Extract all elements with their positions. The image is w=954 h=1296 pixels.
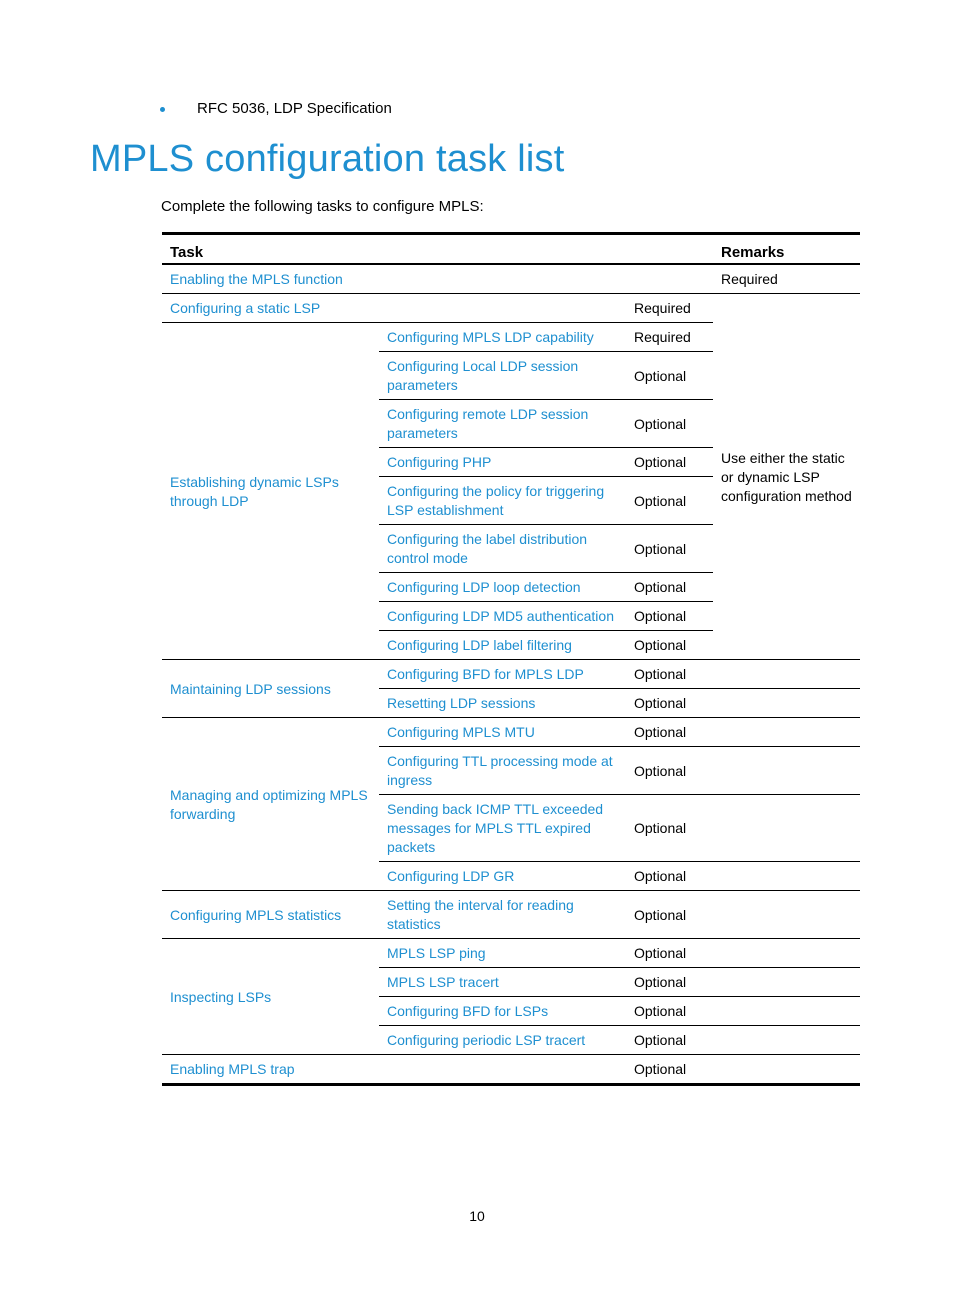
subtask-link[interactable]: Configuring the label distribution control mode (379, 525, 626, 573)
remark: Optional (626, 718, 860, 747)
task-link[interactable]: Enabling MPLS trap (162, 1055, 626, 1085)
remark: Optional (626, 525, 713, 573)
subtask-link[interactable]: Configuring LDP MD5 authentication (379, 602, 626, 631)
remark: Optional (626, 1055, 860, 1085)
remark: Optional (626, 352, 713, 400)
subtask-link[interactable]: Configuring LDP loop detection (379, 573, 626, 602)
section-heading: MPLS configuration task list (90, 138, 565, 180)
page-number: 10 (469, 1208, 485, 1224)
remark-note: Use either the static or dynamic LSP configuration method (713, 294, 860, 660)
remark: Optional (626, 968, 860, 997)
bullet-dot-icon (160, 107, 165, 112)
table-row (162, 891, 860, 939)
header-remarks: Remarks (721, 244, 785, 261)
task-table (162, 232, 860, 1086)
subtask-link[interactable]: Resetting LDP sessions (379, 689, 626, 718)
task-link[interactable]: Inspecting LSPs (162, 939, 379, 1055)
subtask-link[interactable]: Configuring BFD for MPLS LDP (379, 660, 626, 689)
remark: Optional (626, 660, 860, 689)
subtask-link[interactable]: Sending back ICMP TTL exceeded messages for MPLS TTL expired packets (379, 795, 626, 862)
table-row (162, 660, 860, 689)
task-link[interactable]: Maintaining LDP sessions (162, 660, 379, 718)
subtask-link[interactable]: Configuring Local LDP session parameters (379, 352, 626, 400)
table-row (162, 1055, 860, 1085)
remark: Optional (626, 400, 713, 448)
remark: Required (713, 264, 860, 294)
task-link[interactable]: Configuring a static LSP (162, 294, 626, 323)
remark: Required (626, 294, 713, 323)
subtask-link[interactable]: Configuring the policy for triggering LSP establishment (379, 477, 626, 525)
table-row (162, 718, 860, 747)
task-link[interactable]: Configuring MPLS statistics (162, 891, 379, 939)
reference-text: RFC 5036, LDP Specification (197, 100, 392, 117)
task-link[interactable]: Managing and optimizing MPLS forwarding (162, 718, 379, 891)
remark: Optional (626, 631, 713, 660)
remark: Optional (626, 997, 860, 1026)
header-task: Task (170, 244, 204, 261)
table-row (162, 939, 860, 968)
subtask-link[interactable]: Configuring remote LDP session parameters (379, 400, 626, 448)
table-row (162, 264, 860, 294)
remark: Optional (626, 747, 860, 795)
subtask-link[interactable]: Configuring LDP GR (379, 862, 626, 891)
subtask-link[interactable]: Configuring MPLS MTU (379, 718, 626, 747)
subtask-link[interactable]: Configuring LDP label filtering (379, 631, 626, 660)
subtask-link[interactable]: MPLS LSP tracert (379, 968, 626, 997)
subtask-link[interactable]: Configuring TTL processing mode at ingress (379, 747, 626, 795)
remark: Optional (626, 602, 713, 631)
remark: Optional (626, 689, 860, 718)
subtask-link[interactable]: MPLS LSP ping (379, 939, 626, 968)
subtask-link[interactable]: Configuring PHP (379, 448, 626, 477)
subtask-link[interactable]: Configuring MPLS LDP capability (379, 323, 626, 352)
remark: Optional (626, 448, 713, 477)
subtask-link[interactable]: Setting the interval for reading statistics (379, 891, 626, 939)
remark: Optional (626, 1026, 860, 1055)
remark: Optional (626, 891, 860, 939)
remark: Optional (626, 939, 860, 968)
remark: Required (626, 323, 713, 352)
table-header-row (162, 234, 860, 265)
table-row (162, 294, 860, 323)
remark: Optional (626, 573, 713, 602)
remark: Optional (626, 795, 860, 862)
subtask-link[interactable]: Configuring periodic LSP tracert (379, 1026, 626, 1055)
remark: Optional (626, 477, 713, 525)
intro-text: Complete the following tasks to configure MPLS: (161, 198, 484, 215)
task-link[interactable]: Establishing dynamic LSPs through LDP (162, 323, 379, 660)
task-link[interactable]: Enabling the MPLS function (162, 264, 713, 294)
subtask-link[interactable]: Configuring BFD for LSPs (379, 997, 626, 1026)
remark: Optional (626, 862, 860, 891)
